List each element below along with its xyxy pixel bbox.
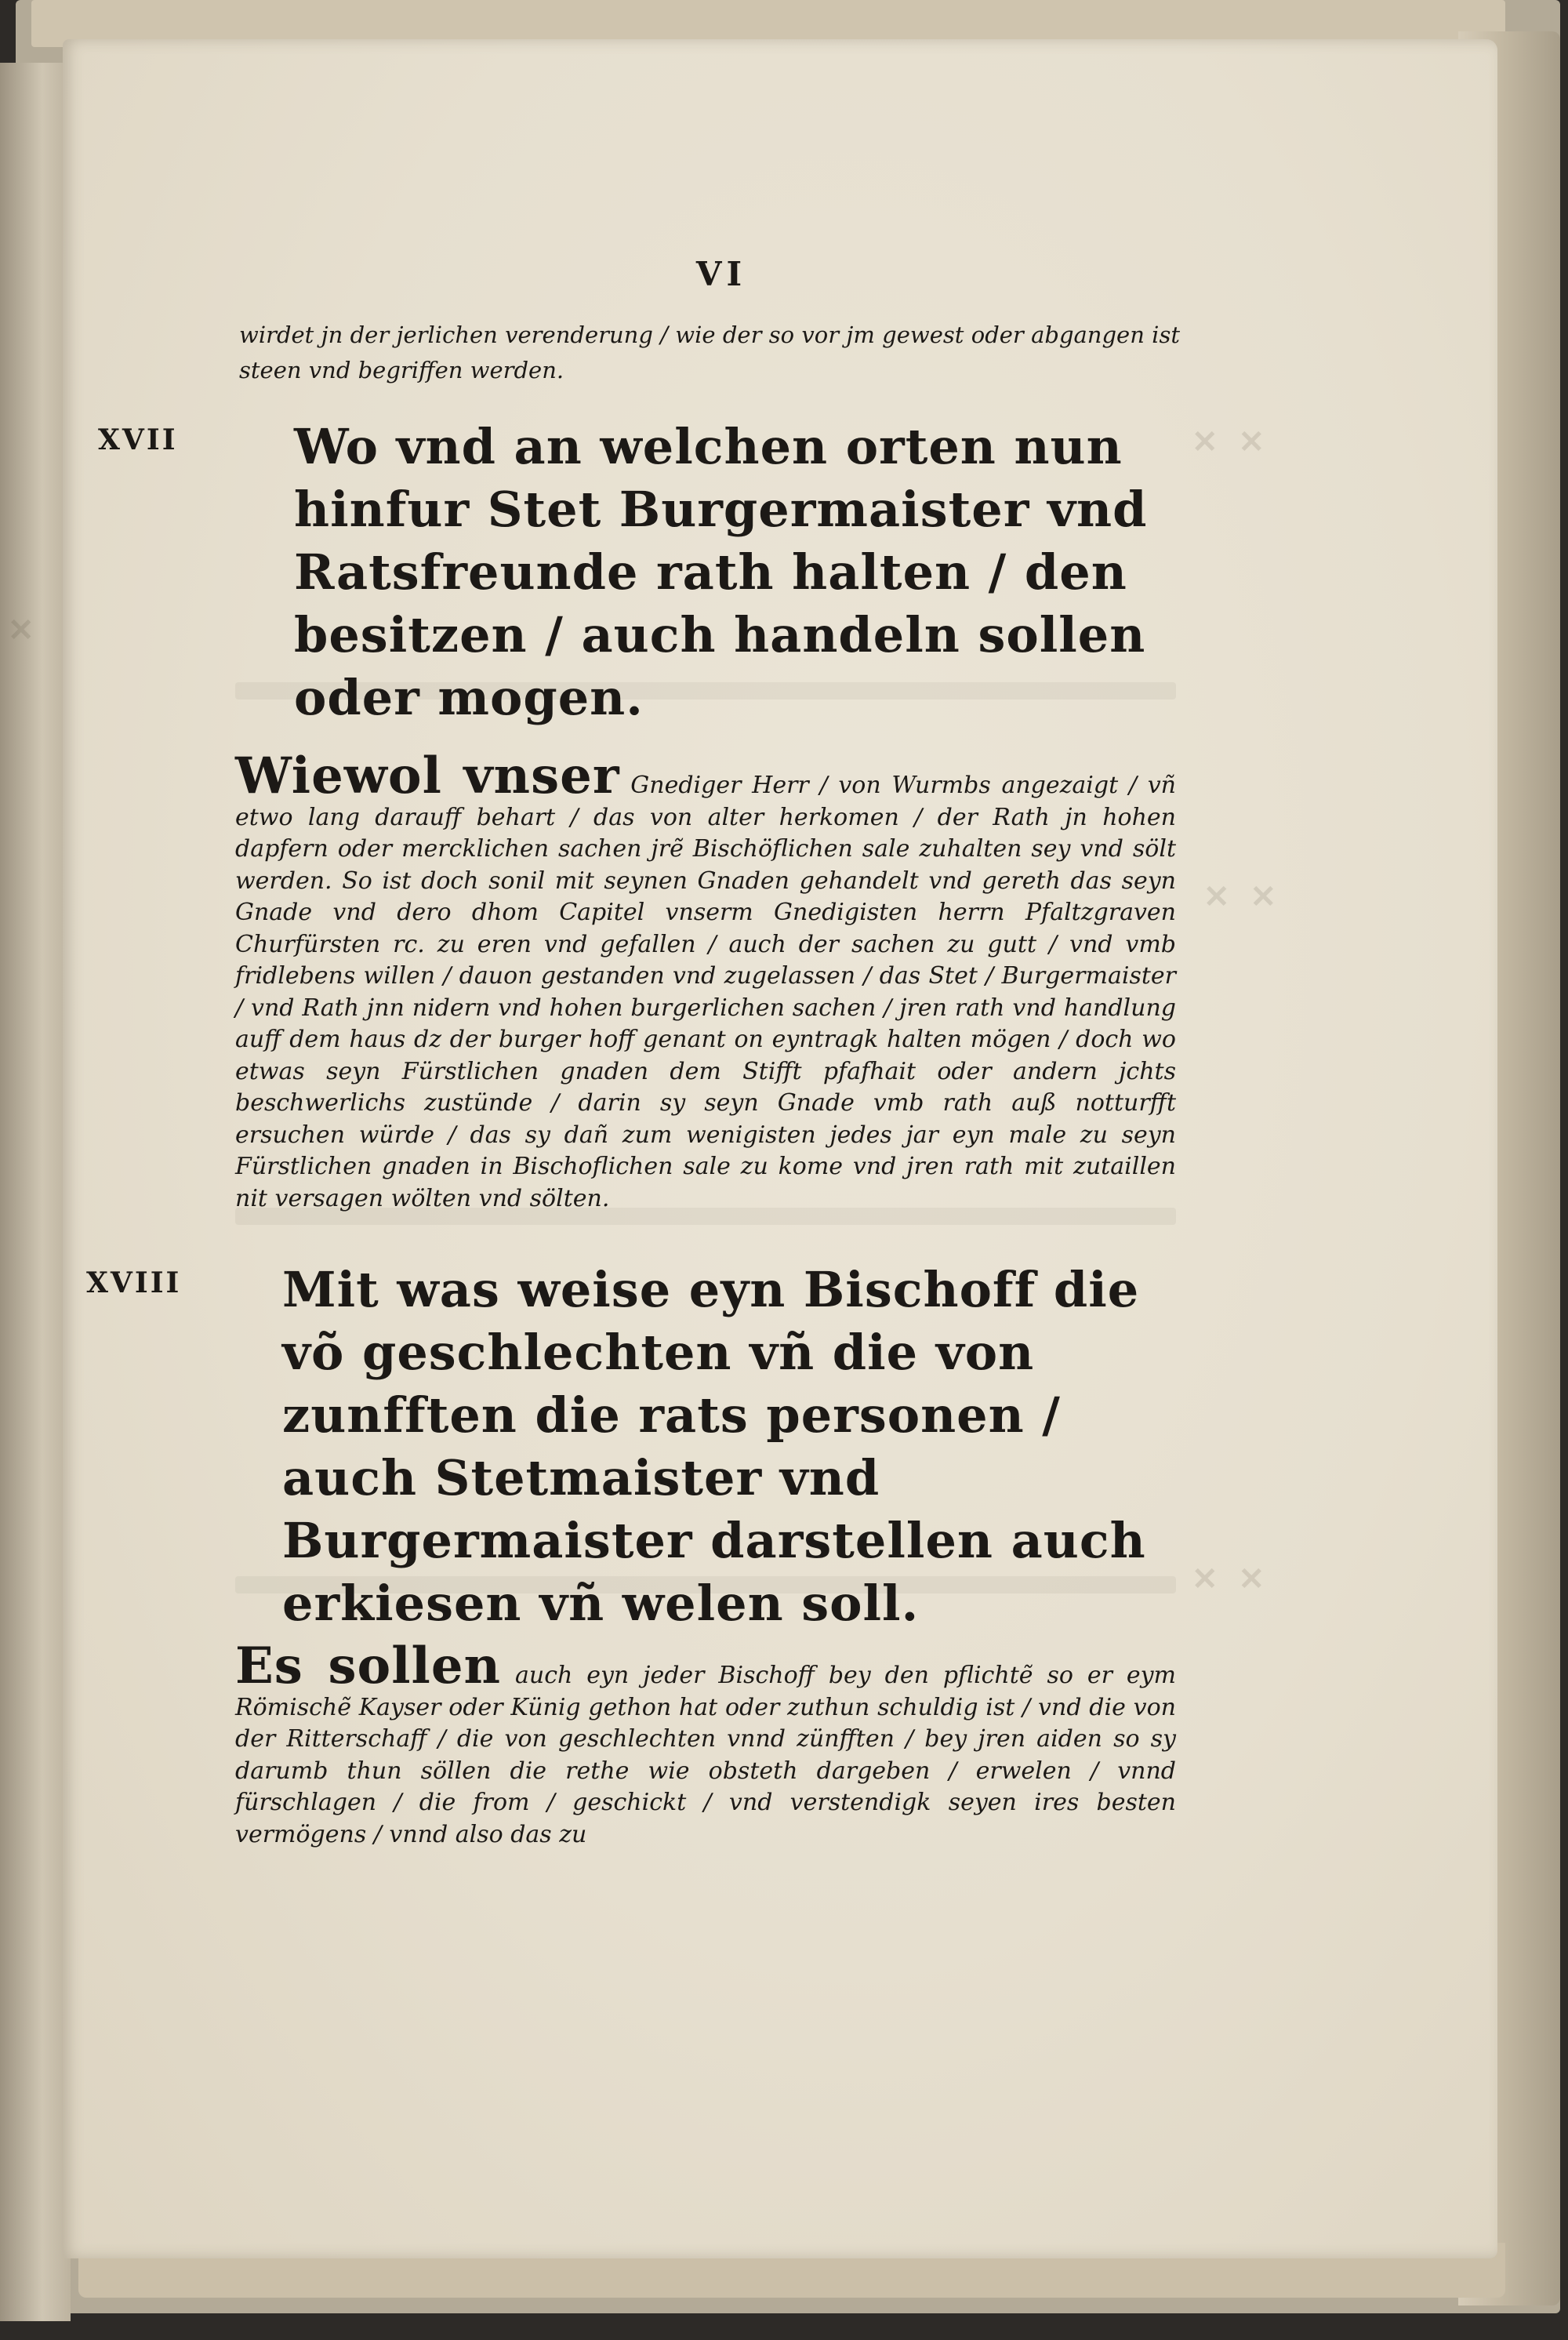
folio-number: VI [695,255,747,293]
opening-words: Wiewol vnser [235,747,620,805]
continuation-text: wirdet jn der jerlichen verenderung / wie der so vor jm gewest oder abgangen ist steen vnd begriffen werden. [239,322,1180,383]
body-text: Gnediger Herr / von Wurmbs angezaigt / vñ etwo lang darauff behart / das von alter herkomen / der Rath jn hohen dapfern oder mercklichen sachen jrẽ Bischöflichen sale zuhalten sey vnd sölt werden. So ist doch sonil mit seynen Gnaden gehandelt vnd gereth das seyn Gnade vnd dero dhom Capitel vnserm Gnedigisten herrn Pfaltzgraven Churfürsten rc. zu eren vnd gefallen / auch der sachen zu gutt / vnd vmb fridlebens willen / dauon gestanden vnd zugelassen / das Stet / Burgermaister / vnd Rath jnn nidern vnd hohen burgerlichen sachen / jren rath vnd handlung auff dem haus dz der burger hoff genant on eyntragk halten mögen / doch wo etwas seyn Fürstlichen gnaden dem Stifft pfafhait oder andern jchts beschwerlichs zustünde / darin sy seyn Gnade vmb rath auß notturfft ersuchen würde / das sy dañ zum wenigisten jedes jar eyn male zu seyn Fürstlichen gnaden in Bischoflichen sale zu kome vnd jren rath mit zutaillen nit versagen wölten vnd sölten. [235,772,1176,1212]
section-heading: Mit was weise eyn Bischoff die võ geschlechten vñ die von zunfften die rats personen / auch Stetmaister vnd Burgermaister darstellen auch erkiesen vñ welen soll. [282,1261,1146,1632]
section-body [235,1637,1176,1851]
show-through-mark: ✕ [8,612,34,649]
section-body [235,747,1176,1215]
facing-page-edge [0,63,71,2321]
show-through-mark: ✕ ✕ [1192,1561,1269,1597]
opening-words: Es sollen [235,1637,502,1695]
body-text: auch eyn jeder Bischoff bey den pflichtẽ so er eym Römischẽ Kayser oder Künig gethon hat oder zuthun schuldig ist / vnd die von der Ritterschaff / die von geschlechten vnnd zünfften / bey jren aiden so sy darumb thun söllen die rethe wie obsteth dargeben / erwelen / vnnd fürschlagen / die from / geschickt / vnd verstendigk seyen ires besten vermögens / vnnd also das zu [235,1662,1176,1848]
section-number: XVIII [86,1266,182,1299]
section-heading: Wo vnd an welchen orten nun hinfur Stet Burgermaister vnd Ratsfreunde rath halten / den besitzen / auch handeln sollen oder mogen. [294,418,1148,726]
section-number: XVII [98,423,178,456]
show-through-mark: ✕ ✕ [1203,878,1281,915]
show-through-mark: ✕ ✕ [1192,423,1269,460]
